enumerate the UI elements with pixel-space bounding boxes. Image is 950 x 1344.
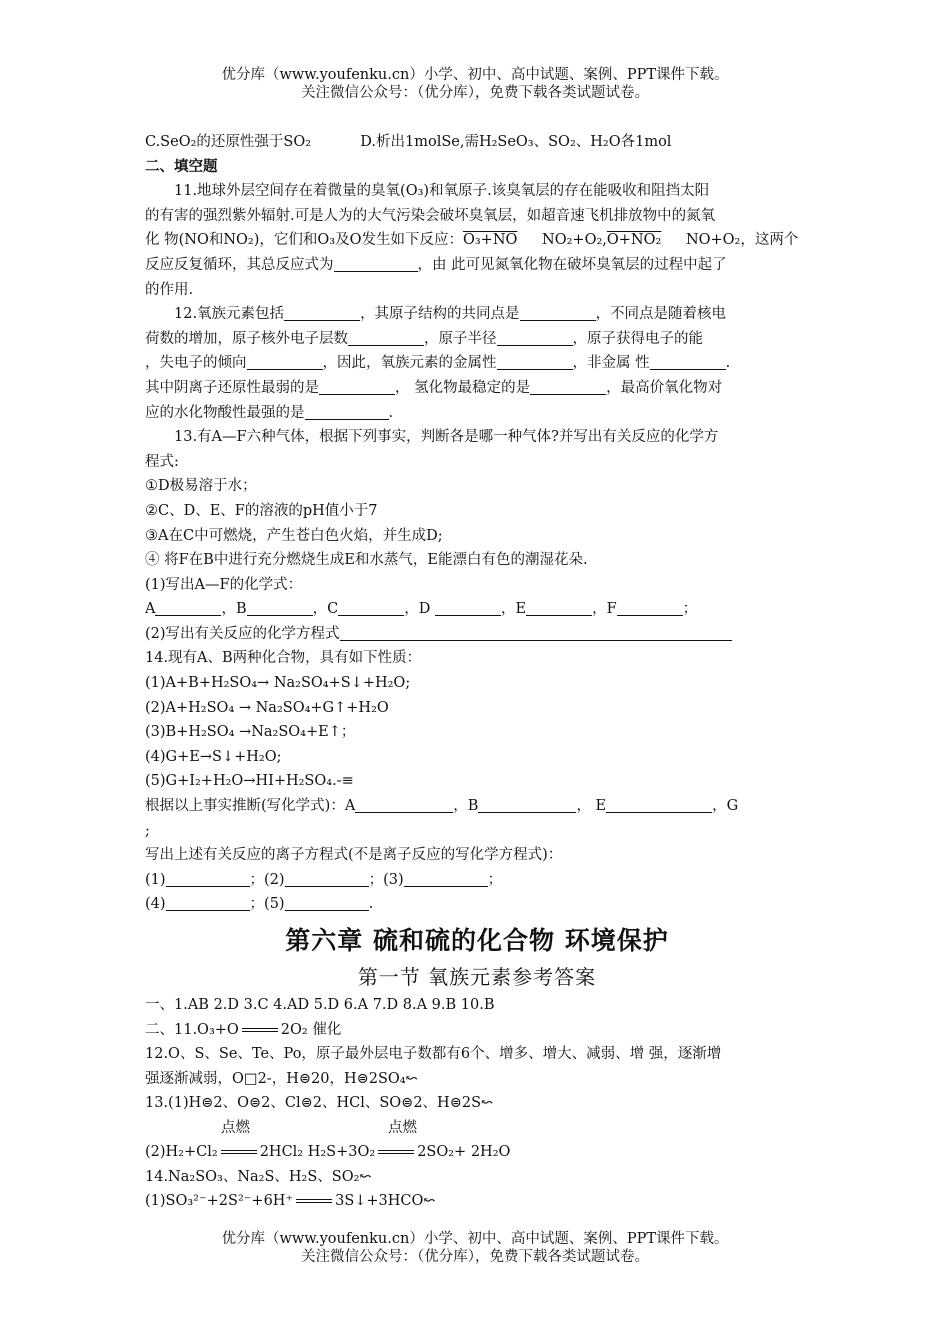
condition-ignite-2: 点燃 <box>388 1119 417 1136</box>
answer-14-line-1: 14.Na₂SO₃、Na₂S、H₂S、SO₂↜ <box>145 1168 372 1185</box>
reaction-conditions <box>145 1116 809 1140</box>
q14-line-1: 14.现有A、B两种化合物，具有如下性质： <box>145 650 422 667</box>
answer-blank[interactable] <box>155 598 221 616</box>
answer-blank[interactable] <box>338 598 404 616</box>
equals-sign <box>296 1199 332 1203</box>
answer-blank[interactable] <box>285 893 369 911</box>
q12-line-5: 应的水化物酸性最强的是 . <box>145 401 809 426</box>
q14-reaction-4: (4)G+E→S↓+H₂O; <box>145 748 282 765</box>
q13-fact-3: ③A在C中可燃烧，产生苍白色火焰，并生成D; <box>145 527 443 544</box>
q14-reaction-2: (2)A+H₂SO₄ → Na₂SO₄+G↑+H₂O <box>145 699 389 716</box>
footer-line-2: 关注微信公众号：（优分库），免费下载各类试题试卷。 <box>301 1249 649 1265</box>
q13-fact-1: ①D极易溶于水； <box>145 478 257 495</box>
answer-blank[interactable] <box>435 598 501 616</box>
q14-infer: 根据以上事实推断(写化学式)：A ，B ， E ，G <box>145 794 809 819</box>
answer-blank[interactable] <box>305 402 389 420</box>
answer-blank[interactable] <box>650 352 726 370</box>
reaction-2: O+NO₂ <box>606 232 662 249</box>
page-footer <box>0 1230 950 1266</box>
q14-reaction-1: (1)A+B+H₂SO₄→ Na₂SO₄+S↓+H₂O; <box>145 675 411 692</box>
condition-ignite-1: 点燃 <box>221 1119 250 1136</box>
answer-14-line-2: (1)SO₃²⁻+2S²⁻+6H⁺ 3S↓+3HCO↜ <box>145 1193 436 1210</box>
q13-part-1: (1)写出A—F的化学式： <box>145 576 303 593</box>
header-line-2: 关注微信公众号：（优分库），免费下载各类试题试卷。 <box>301 85 649 101</box>
q13-formula-blanks: A ，B ，C ，D ，E ，F ； <box>145 597 809 622</box>
q14-blanks-1: (1) ；(2) ；(3) ； <box>145 868 809 893</box>
q11-line-5: 的作用. <box>145 281 194 298</box>
header-line-1: 优分库（www.youfenku.cn）小学、初中、高中试题、案例、PPT课件下载。 <box>221 67 729 83</box>
answer-blank[interactable] <box>319 377 395 395</box>
document-body <box>145 130 809 1214</box>
answer-blank[interactable] <box>497 352 573 370</box>
q13-line-1: 13.有A—F六种气体，根据下列事实，判断各是哪一种气体?并写出有关反应的化学方 <box>174 429 719 446</box>
answer-blank[interactable] <box>526 598 592 616</box>
section-title: 第一节 氧族元素参考答案 <box>357 965 597 989</box>
q12-line-2: 荷数的增加，原子核外电子层数 ，原子半径 ，原子获得电子的能 <box>145 327 809 352</box>
answer-blank[interactable] <box>617 598 683 616</box>
answer-blank[interactable] <box>404 869 488 887</box>
answer-blank[interactable] <box>285 869 369 887</box>
q10-option-c: C.SeO₂的还原性强于SO₂ <box>145 134 312 150</box>
q14-reaction-5: (5)G+I₂+H₂O→HI+H₂SO₄.-≡ <box>145 773 354 790</box>
q12-line-4: 其中阴离子还原性最弱的是 ， 氢化物最稳定的是 ，最高价氧化物对 <box>145 376 809 401</box>
answer-blank[interactable] <box>166 869 250 887</box>
q14-ionic-prompt: 写出上述有关反应的离子方程式(不是离子反应的写化学方程式)： <box>145 847 563 864</box>
q14-blanks-2: (4) ；(5) . <box>145 892 809 917</box>
q10-options <box>145 130 809 155</box>
q11-line-4: 反应反复循环，其总反应式为 ，由 此可见氮氧化物在破坏臭氧层的过程中起了 <box>145 253 809 278</box>
answer-13-line-1: 13.(1)H⊜2、O⊜2、Cl⊜2、HCl、SO⊜2、H⊜2S↜ <box>145 1095 494 1112</box>
answer-11: 二、11.O₃+O 2O₂ 催化 <box>145 1021 342 1038</box>
q12-line-1: 12.氧族元素包括 ，其原子结构的共同点是 ，不同点是随着核电 <box>145 302 809 327</box>
q13-fact-4: ④ 将F在B中进行充分燃烧生成E和水蒸气，E能漂白有色的潮湿花朵. <box>145 552 588 569</box>
answer-12-line-2: 强逐渐减弱，O□2-，H⊜20，H⊜2SO₄↜ <box>145 1070 418 1087</box>
q12-line-3: ，失电子的倾向 ，因此，氧族元素的金属性 ，非金属 性 . <box>145 351 809 376</box>
q13-part-2: (2)写出有关反应的化学方程式 <box>145 622 809 647</box>
answer-12-line-1: 12.O、S、Se、Te、Po，原子最外层电子数都有6个、增多、增大、减弱、增 强，逐渐增 <box>145 1046 722 1063</box>
answer-blank[interactable] <box>348 328 424 346</box>
q13-line-2: 程式: <box>145 453 179 470</box>
equals-sign <box>242 1028 278 1032</box>
q11-line-3: 化 物(NO和NO₂)，它们和O₃及O发生如下反应：O₃+NO NO₂+O₂,O+NO₂ NO+O₂，这两个 <box>145 232 799 249</box>
q14-infer-cont: ; <box>145 822 150 839</box>
answer-blank[interactable] <box>247 598 313 616</box>
answer-blank[interactable] <box>247 352 323 370</box>
page-header <box>0 66 950 102</box>
answer-blank[interactable] <box>340 623 732 641</box>
answer-blank[interactable] <box>166 893 250 911</box>
equals-sign <box>221 1150 257 1154</box>
answer-blank[interactable] <box>530 377 606 395</box>
chapter-title: 第六章 硫和硫的化合物 环境保护 <box>285 926 669 955</box>
equals-sign <box>378 1150 414 1154</box>
q11-line-1: 11.地球外层空间存在着微量的臭氧(O₃)和氧原子.该臭氧层的存在能吸收和阻挡太阳 <box>174 183 710 200</box>
q10-option-d: D.析出1molSe,需H₂SeO₃、SO₂、H₂O各1mol <box>360 134 672 150</box>
answer-blank[interactable] <box>355 795 453 813</box>
answer-blank[interactable] <box>478 795 576 813</box>
q11-line-2: 的有害的强烈紫外辐射.可是人为的大气污染会破坏臭氧层，如超音速飞机排放物中的氮氧 <box>145 207 716 224</box>
answer-blank[interactable] <box>284 303 360 321</box>
answer-13-line-2: (2)H₂+Cl₂ 2HCl₂ H₂S+3O₂ 2SO₂+ 2H₂O <box>145 1143 511 1160</box>
q14-reaction-3: (3)B+H₂SO₄ →Na₂SO₄+E↑； <box>145 724 356 741</box>
answer-blank[interactable] <box>334 254 418 272</box>
reaction-1: O₃+NO <box>462 232 518 249</box>
answer-blank[interactable] <box>520 303 596 321</box>
answer-part-1: 一、1.AB 2.D 3.C 4.AD 5.D 6.A 7.D 8.A 9.B 10.B <box>145 997 495 1013</box>
answer-blank[interactable] <box>497 328 573 346</box>
footer-line-1: 优分库（www.youfenku.cn）小学、初中、高中试题、案例、PPT课件下载。 <box>221 1231 729 1247</box>
answer-blank[interactable] <box>606 795 712 813</box>
section-heading: 二、填空题 <box>145 157 218 175</box>
q13-fact-2: ②C、D、E、F的溶液的pH值小于7 <box>145 502 378 519</box>
